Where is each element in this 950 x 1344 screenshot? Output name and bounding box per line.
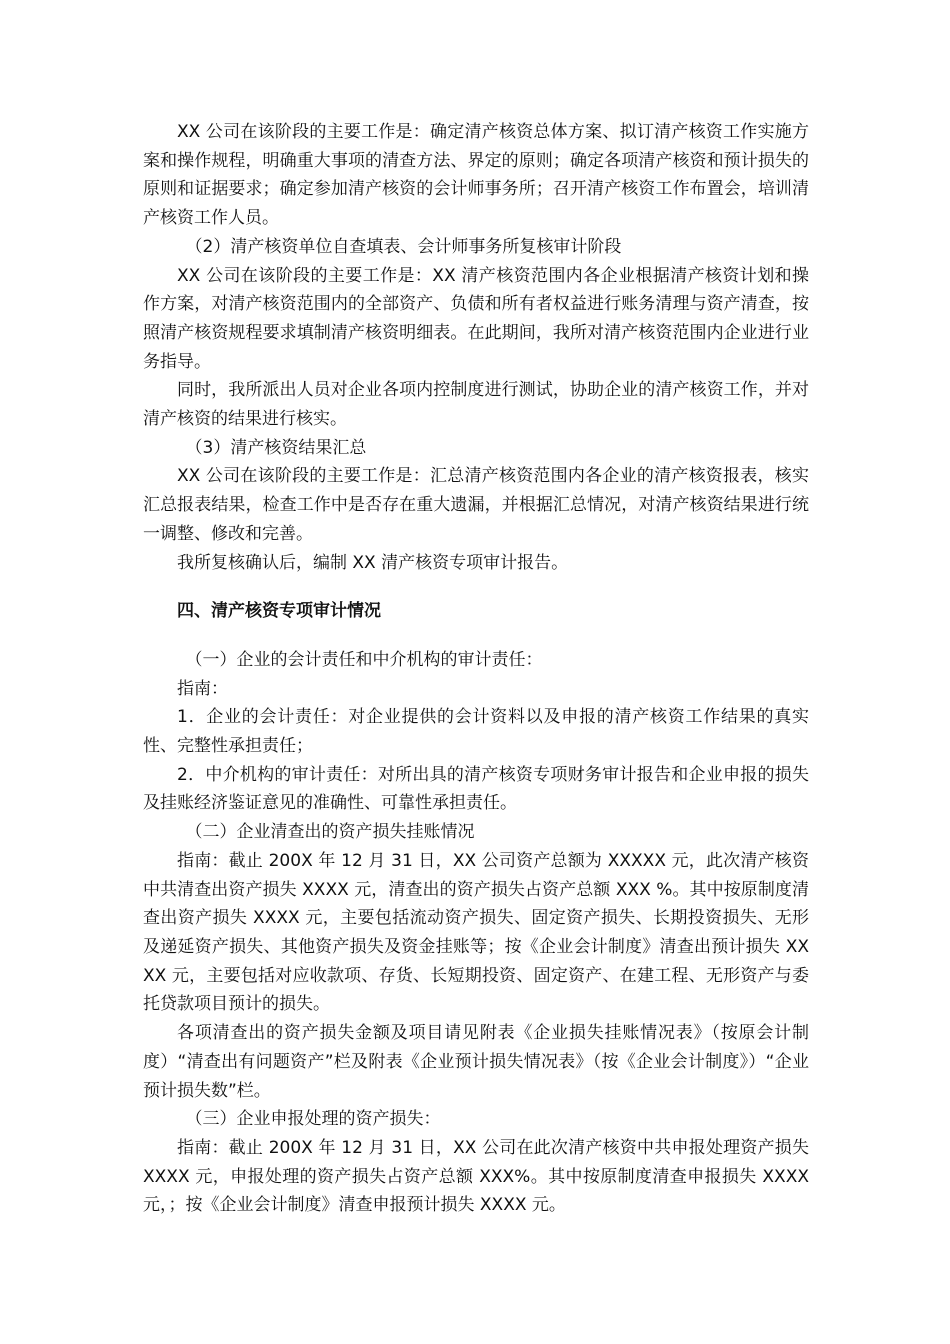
paragraph-audit-responsibility: 2．中介机构的审计责任：对所出具的清产核资专项财务审计报告和企业申报的损失及挂账经济鉴证意见的准确性、可靠性承担责任。 bbox=[143, 764, 809, 814]
paragraph-stage2-testing: 同时，我所派出人员对企业各项内控制度进行测试，协助企业的清产核资工作，并对清产核资的结果进行核实。 bbox=[143, 380, 809, 430]
paragraph-asset-loss-guide: 指南：截止 200X 年 12 月 31 日，XX 公司资产总额为 XXXXX 元，此次清产核资中共清查出资产损失 XXXX 元，清查出的资产损失占资产总额 XXX %。其中按原制度清查出资产损失 XXXX 元，主要包括流动资产损失、固定资产损失、长期投资损失、无形及递延资产损失、其他资产损失及资金挂账等；按《企业会计制度》清查出预计损失 XXXX 元，主要包括对应收款项、存货、长短期投资、固定资产、在建工程、无形资产与委托贷款项目预计的损失。 bbox=[143, 850, 809, 1015]
paragraph-stage2-work: XX 公司在该阶段的主要工作是：XX 清产核资范围内各企业根据清产核资计划和操作方案，对清产核资范围内的全部资产、负债和所有者权益进行账务清理与资产清查，按照清产核资规程要求填制清产核资明细表。在此期间，我所对清产核资范围内企业进行业务指导。 bbox=[143, 265, 809, 372]
subheading-asset-losses: （二）企业清查出的资产损失挂账情况 bbox=[185, 822, 475, 843]
section-heading-four: 四、清产核资专项审计情况 bbox=[177, 601, 381, 622]
subheading-stage2: （2）清产核资单位自查填表、会计师事务所复核审计阶段 bbox=[185, 236, 622, 257]
paragraph-attached-tables: 各项清查出的资产损失金额及项目请见附表《企业损失挂账情况表》（按原会计制度）“清查出有问题资产”栏及附表《企业预计损失情况表》（按《企业会计制度》）“企业预计损失数”栏。 bbox=[143, 1023, 809, 1101]
paragraph-accounting-responsibility: 1．企业的会计责任：对企业提供的会计资料以及申报的清产核资工作结果的真实性、完整性承担责任； bbox=[143, 707, 809, 757]
paragraph-stage3-work: XX 公司在该阶段的主要工作是：汇总清产核资范围内各企业的清产核资报表，核实汇总报表结果，检查工作中是否存在重大遗漏，并根据汇总情况，对清产核资结果进行统一调整、修改和完善。 bbox=[143, 466, 809, 544]
subheading-responsibilities: （一）企业的会计责任和中介机构的审计责任： bbox=[185, 649, 543, 670]
paragraph-declared-loss-guide: 指南：截止 200X 年 12 月 31 日，XX 公司在此次清产核资中共申报处理资产损失 XXXX 元，申报处理的资产损失占资产总额 XXX%。其中按原制度清查申报损失 XXXX 元，；按《企业会计制度》清查申报预计损失 XXXX 元。 bbox=[143, 1137, 809, 1216]
subheading-stage3: （3）清产核资结果汇总 bbox=[185, 437, 367, 458]
paragraph-stage1-work: XX 公司在该阶段的主要工作是：确定清产核资总体方案、拟订清产核资工作实施方案和操作规程，明确重大事项的清查方法、界定的原则；确定各项清产核资和预计损失的原则和证据要求；确定参加清产核资的会计师事务所；召开清产核资工作布置会，培训清产核资工作人员。 bbox=[143, 122, 809, 229]
subheading-declared-losses: （三）企业申报处理的资产损失： bbox=[185, 1109, 441, 1130]
guide-label: 指南： bbox=[177, 678, 228, 699]
paragraph-report-compilation: 我所复核确认后，编制 XX 清产核资专项审计报告。 bbox=[177, 552, 569, 573]
document-body bbox=[143, 118, 809, 1220]
